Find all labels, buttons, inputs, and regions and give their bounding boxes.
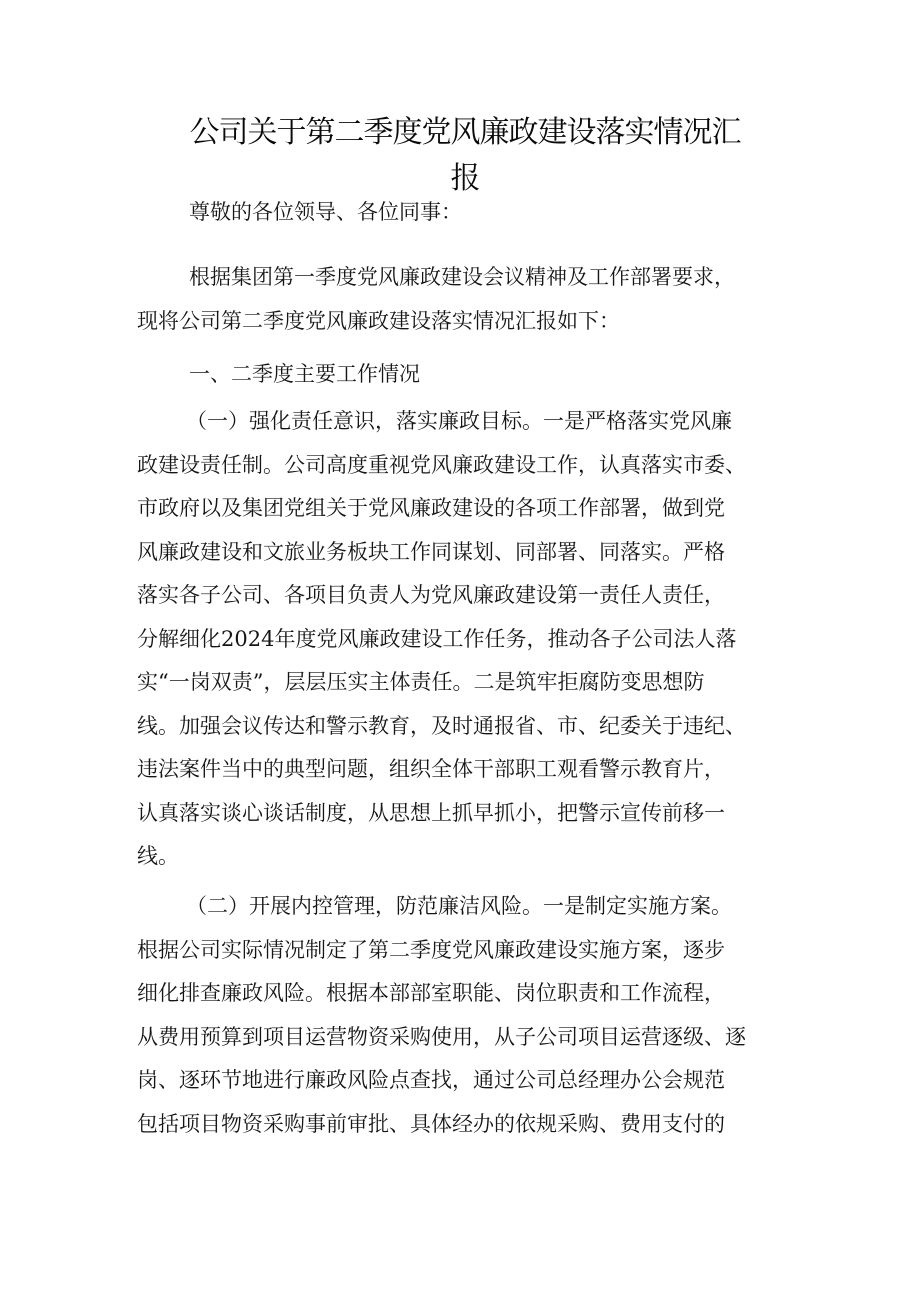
paragraph-line: 市政府以及集团党组关于党风廉政建设的各项工作部署，做到党 — [137, 496, 725, 520]
title-line-2: 报 — [450, 161, 480, 196]
paragraph-line: （二）开展内控管理，防范廉洁风险。一是制定实施方案。 — [186, 894, 732, 918]
paragraph-line: 包括项目物资采购事前审批、具体经办的依规采购、费用支付的 — [137, 1111, 725, 1136]
paragraph-1 — [137, 400, 792, 879]
paragraph-line: 细化排查廉政风险。根据本部部室职能、岗位职责和工作流程， — [137, 981, 725, 1005]
paragraph-line: 认真落实谈心谈话制度，从思想上抓早抓小，把警示宣传前移一 — [137, 800, 725, 825]
section-heading-block — [137, 353, 792, 397]
paragraph-line: 落实各子公司、各项目负责人为党风廉政建设第一责任人责任， — [137, 583, 725, 607]
paragraph-line: 岗、逐环节地进行廉政风险点查找，通过公司总经理办公会规范 — [137, 1068, 725, 1092]
section1-heading: 一、二季度主要工作情况 — [189, 362, 420, 386]
paragraph-line: 从费用预算到项目运营物资采购使用，从子公司项目运营逐级、逐 — [137, 1024, 746, 1049]
intro-paragraph — [137, 256, 792, 343]
greeting-block — [137, 191, 792, 235]
paragraph-line: （一）强化责任意识，落实廉政目标。一是严格落实党风廉 — [186, 409, 732, 433]
paragraph-line: 根据公司实际情况制定了第二季度党风廉政建设实施方案，逐步 — [137, 937, 725, 962]
title-line-1: 公司关于第二季度党风廉政建设落实情况汇 — [189, 115, 741, 150]
paragraph-line: 风廉政建设和文旅业务板块工作同谋划、同部署、同落实。严格 — [137, 539, 725, 564]
intro-line: 现将公司第二季度党风廉政建设落实情况汇报如下： — [137, 308, 620, 333]
greeting: 尊敬的各位领导、各位同事： — [189, 200, 462, 224]
paragraph-line: 线。加强会议传达和警示教育，及时通报省、市、纪委关于违纪、 — [137, 713, 746, 738]
paragraph-line: 分解细化2024年度党风廉政建设工作任务，推动各子公司法人落 — [137, 626, 737, 651]
paragraph-2 — [137, 885, 792, 1146]
paragraph-line: 实“一岗双责”，层层压实主体责任。二是筑牢拒腐防变思想防 — [137, 670, 705, 694]
document-title — [140, 110, 790, 202]
paragraph-line: 政建设责任制。公司高度重视党风廉政建设工作，认真落实市委、 — [137, 452, 746, 477]
intro-line: 根据集团第一季度党风廉政建设会议精神及工作部署要求， — [189, 265, 735, 289]
paragraph-line: 线。 — [137, 844, 179, 868]
paragraph-line: 违法案件当中的典型问题，组织全体干部职工观看警示教育片， — [137, 757, 725, 781]
